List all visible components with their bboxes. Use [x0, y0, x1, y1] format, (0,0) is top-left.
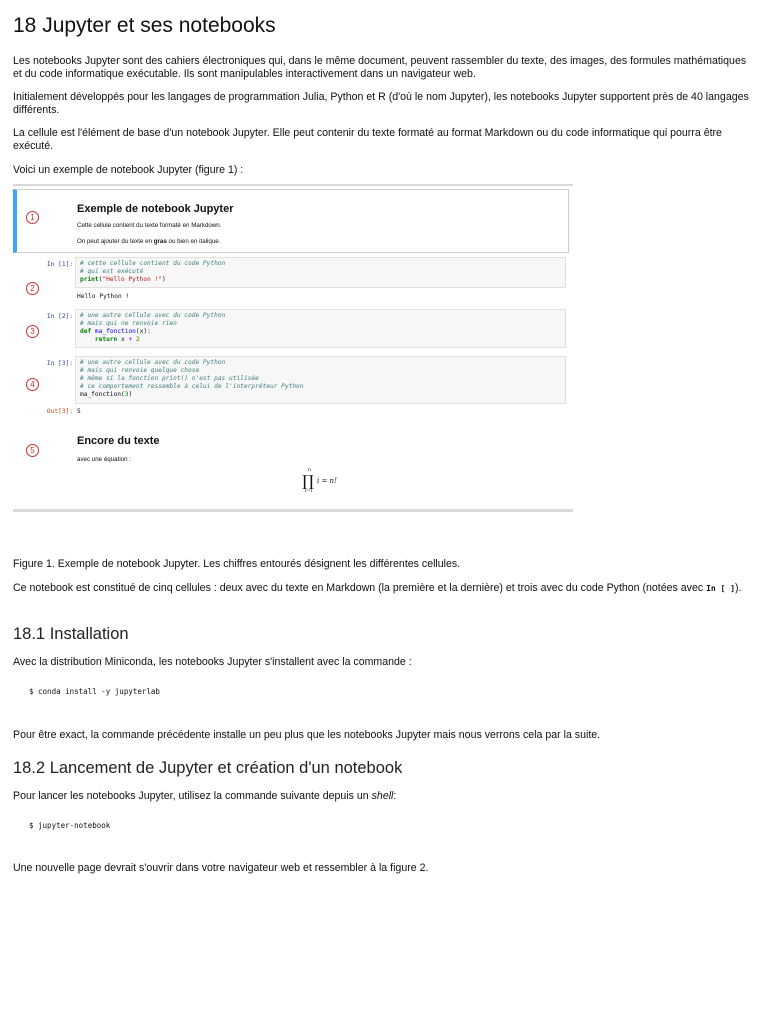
cell-4-output: 5 — [77, 408, 81, 415]
code-cell-4[interactable] — [75, 356, 566, 404]
figure-bottom-rule — [13, 509, 573, 512]
cell-3-in-prompt: In [2]: — [46, 313, 73, 320]
launch-command: $ jupyter-notebook — [29, 821, 111, 830]
notebook-figure — [13, 184, 573, 514]
figure-caption: Figure 1. Exemple de notebook Jupyter. Les chiffres entourés désignent les différentes cellules. — [13, 558, 461, 570]
intro-paragraph-4: Voici un exemple de notebook Jupyter (figure 1) : — [13, 164, 244, 176]
markdown-cell-1-text-2: On peut ajouter du texte en gras ou bien en italique. — [77, 238, 221, 245]
cells-description-paragraph: Ce notebook est constitué de cinq cellules : deux avec du texte en Markdown (la première et la dernière) et trois avec du code Python (notées avec In [ ]). — [13, 582, 742, 594]
cell-2-output: Hello Python ! — [77, 293, 130, 300]
intro-paragraph-3: La cellule est l'élément de base d'un notebook Jupyter. Elle peut contenir du texte formaté au format Markdown ou du code informatique qui pourra être exécuté. — [13, 127, 722, 152]
product-symbol: ∏ — [302, 472, 314, 490]
code-line: return x + 2 — [94, 336, 140, 343]
cell-4-in-prompt: In [3]: — [46, 360, 73, 367]
section-install-title: 18.1 Installation — [13, 625, 129, 643]
code-line: def ma_fonction(x): — [80, 328, 151, 335]
code-line: # qui est exécuté — [80, 268, 144, 275]
install-paragraph-2: Pour être exact, la commande précédente installe un peu plus que les notebooks Jupyter mais nous verrons cela par la suite. — [13, 729, 601, 741]
cell-number-badge-5: 5 — [26, 444, 39, 457]
figure-top-rule — [13, 184, 573, 186]
install-paragraph-1: Avec la distribution Miniconda, les notebooks Jupyter s'installent avec la commande : — [13, 656, 412, 668]
intro-paragraph-1: Les notebooks Jupyter sont des cahiers électroniques qui, dans le même document, peuvent rassembler du texte, des images, des formules mathématiques et du code informatique exécutable. Ils sont manipulables interactivement dans un navigateur web. — [13, 55, 747, 80]
code-line: # même si la fonction print() n'est pas utilisée — [80, 375, 259, 382]
intro-paragraph-2: Initialement développés pour les langages de programmation Julia, Python et R (d'où le nom Jupyter), les notebooks Jupyter supportent près de 40 langages différents. — [13, 91, 749, 116]
code-line: # ce comportement ressemble à celui de l'interpréteur Python — [80, 383, 304, 390]
code-line: print("Hello Python !") — [80, 276, 166, 283]
cell-number-badge-2: 2 — [26, 282, 39, 295]
code-cell-3[interactable] — [75, 309, 566, 348]
code-cell-2[interactable] — [75, 257, 566, 288]
code-line: # une autre cellule avec du code Python — [80, 312, 226, 319]
equation-upper-bound: n — [308, 468, 311, 473]
markdown-cell-1-text: Cette cellule contient du texte formaté en Markdown. — [77, 222, 222, 229]
cell-4-out-prompt: Out[3]: — [46, 408, 73, 415]
code-line: # mais qui renvoie quelque chose — [80, 367, 200, 374]
cell-2-in-prompt: In [1]: — [46, 261, 73, 268]
cell-number-badge-1: 1 — [26, 211, 39, 224]
install-command: $ conda install -y jupyterlab — [29, 687, 160, 696]
code-line: # mais qui ne renvoie rien — [80, 320, 177, 327]
launch-paragraph-2: Une nouvelle page devrait s'ouvrir dans votre navigateur web et ressembler à la figure 2. — [13, 862, 429, 874]
code-line: # cette cellule contient du code Python — [80, 260, 226, 267]
code-line: ma_fonction(3) — [80, 391, 133, 398]
cell-number-badge-4: 4 — [26, 378, 39, 391]
equation-rhs: i = n! — [317, 477, 337, 485]
chapter-title: 18 Jupyter et ses notebooks — [13, 14, 276, 37]
code-line: # une autre cellule avec du code Python — [80, 359, 226, 366]
cell-number-badge-3: 3 — [26, 325, 39, 338]
launch-paragraph-1: Pour lancer les notebooks Jupyter, utilisez la commande suivante depuis un shell: — [13, 790, 397, 802]
section-launch-title: 18.2 Lancement de Jupyter et création d'un notebook — [13, 759, 403, 777]
equation-lower-bound: i=1 — [305, 489, 314, 494]
markdown-cell-5-text: avec une équation : — [77, 456, 132, 463]
markdown-cell-1-title: Exemple de notebook Jupyter — [77, 203, 234, 215]
markdown-cell-5-title: Encore du texte — [77, 435, 160, 447]
